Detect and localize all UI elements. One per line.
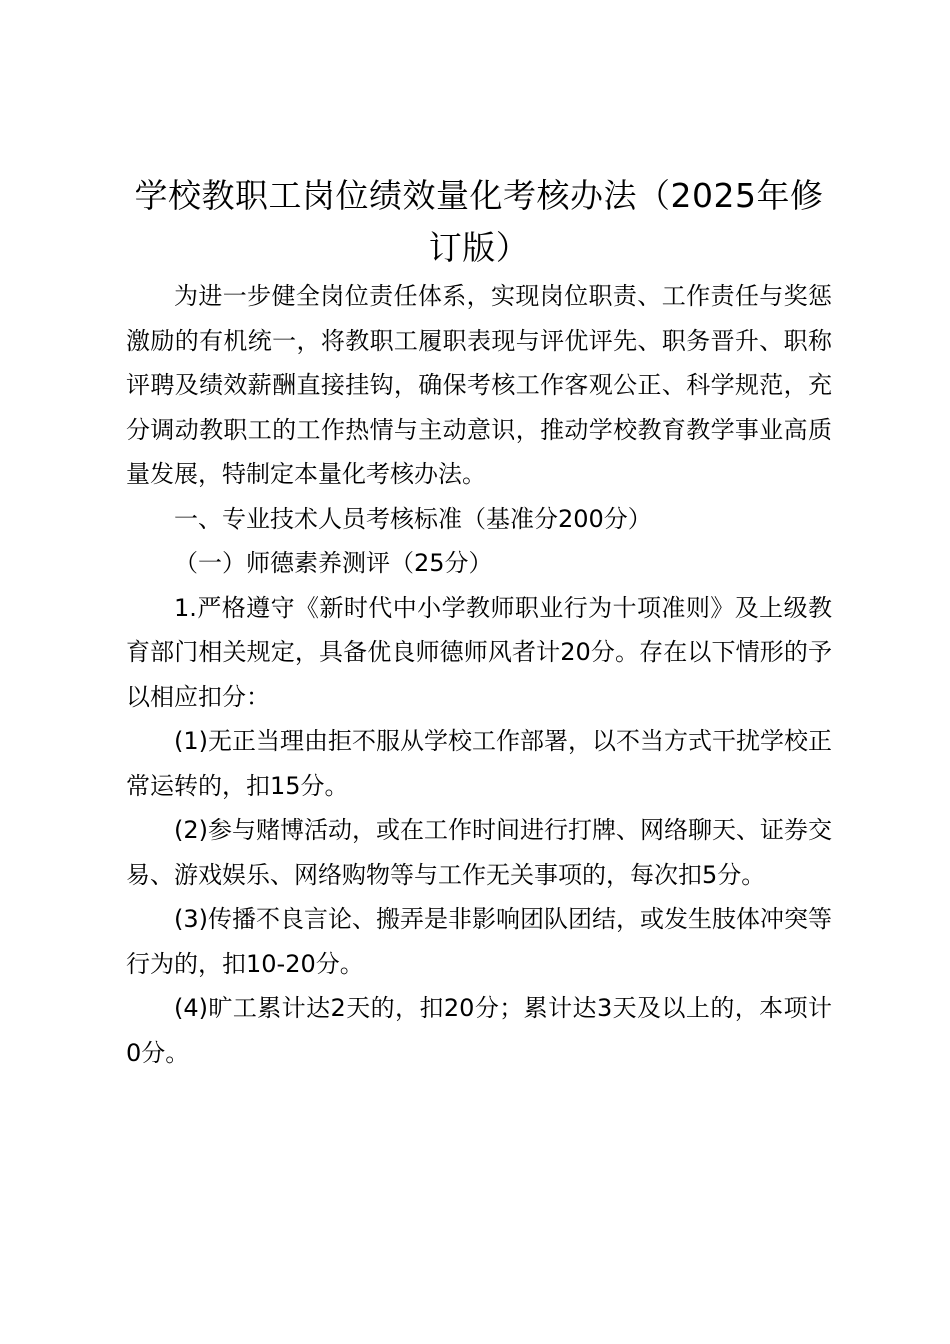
document-page bbox=[126, 170, 832, 1075]
clause-1: 1.严格遵守《新时代中小学教师职业行为十项准则》及上级教育部门相关规定，具备优良师德师风者计20分。存在以下情形的予以相应扣分： bbox=[126, 593, 832, 711]
document-title: 学校教职工岗位绩效量化考核办法（2025年修订版） bbox=[134, 176, 824, 267]
intro-paragraph: 为进一步健全岗位责任体系，实现岗位职责、工作责任与奖惩激励的有机统一，将教职工履职表现与评优评先、职务晋升、职称评聘及绩效薪酬直接挂钩，确保考核工作客观公正、科学规范，充分调动教职工的工作热情与主动意识，推动学校教育教学事业高质量发展，特制定本量化考核办法。 bbox=[126, 282, 832, 488]
section-heading-1: 一、专业技术人员考核标准（基准分200分） bbox=[174, 504, 652, 533]
deduction-item-4: (4)旷工累计达2天的，扣20分；累计达3天及以上的，本项计0分。 bbox=[126, 994, 832, 1067]
deduction-item-2: (2)参与赌博活动，或在工作时间进行打牌、网络聊天、证券交易、游戏娱乐、网络购物等与工作无关事项的，每次扣5分。 bbox=[126, 816, 832, 889]
deduction-item-1: (1)无正当理由拒不服从学校工作部署，以不当方式干扰学校正常运转的，扣15分。 bbox=[126, 727, 832, 800]
subsection-heading-1: （一）师德素养测评（25分） bbox=[174, 549, 493, 577]
deduction-item-3: (3)传播不良言论、搬弄是非影响团队团结，或发生肢体冲突等行为的，扣10-20分。 bbox=[126, 905, 832, 978]
